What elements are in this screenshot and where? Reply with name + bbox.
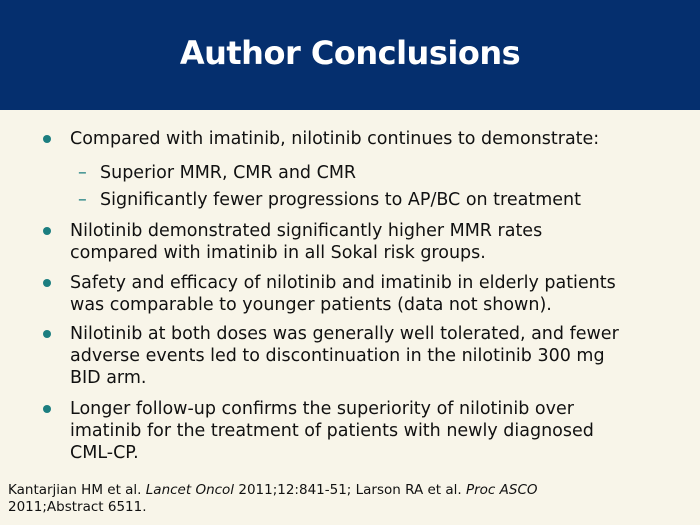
bullet-1-line-1: Compared with imatinib, nilotinib continues to demonstrate: [70, 129, 600, 149]
bullet-dot-icon [43, 135, 51, 143]
subbullet-1: Superior MMR, CMR and CMR [100, 163, 357, 183]
reference-journal: Proc ASCO [465, 482, 538, 498]
slide-title: Author Conclusions [179, 34, 521, 72]
bullet-4-line-1: Nilotinib at both doses was generally well tolerated, and fewer [70, 324, 619, 344]
bullet-2-line-1: Nilotinib demonstrated significantly higher MMR rates [70, 221, 543, 241]
bullet-4-line-3: BID arm. [70, 368, 147, 388]
reference-line-2: 2011;Abstract 6511. [8, 499, 147, 515]
dash-icon: – [78, 163, 87, 183]
bullet-2-line-2: compared with imatinib in all Sokal risk groups. [70, 243, 486, 263]
reference-line-1 [8, 482, 538, 499]
bullet-3-line-1: Safety and efficacy of nilotinib and imatinib in elderly patients [70, 273, 616, 293]
bullet-5-line-1: Longer follow-up confirms the superiority of nilotinib over [70, 399, 574, 419]
subbullet-2: Significantly fewer progressions to AP/BC on treatment [100, 190, 581, 210]
reference-text: Kantarjian HM et al. [8, 482, 146, 498]
bullet-dot-icon [43, 227, 51, 235]
reference-journal: Lancet Oncol [145, 482, 235, 498]
bullet-3-line-2: was comparable to younger patients (data not shown). [70, 295, 552, 315]
bullet-dot-icon [43, 330, 51, 338]
reference-text: 2011;12:841-51; Larson RA et al. [234, 482, 466, 498]
bullet-4-line-2: adverse events led to discontinuation in the nilotinib 300 mg [70, 346, 605, 366]
bullet-dot-icon [43, 279, 51, 287]
bullet-5-line-2: imatinib for the treatment of patients with newly diagnosed [70, 421, 594, 441]
bullet-5-line-3: CML-CP. [70, 443, 139, 463]
bullet-dot-icon [43, 405, 51, 413]
dash-icon: – [78, 190, 87, 210]
